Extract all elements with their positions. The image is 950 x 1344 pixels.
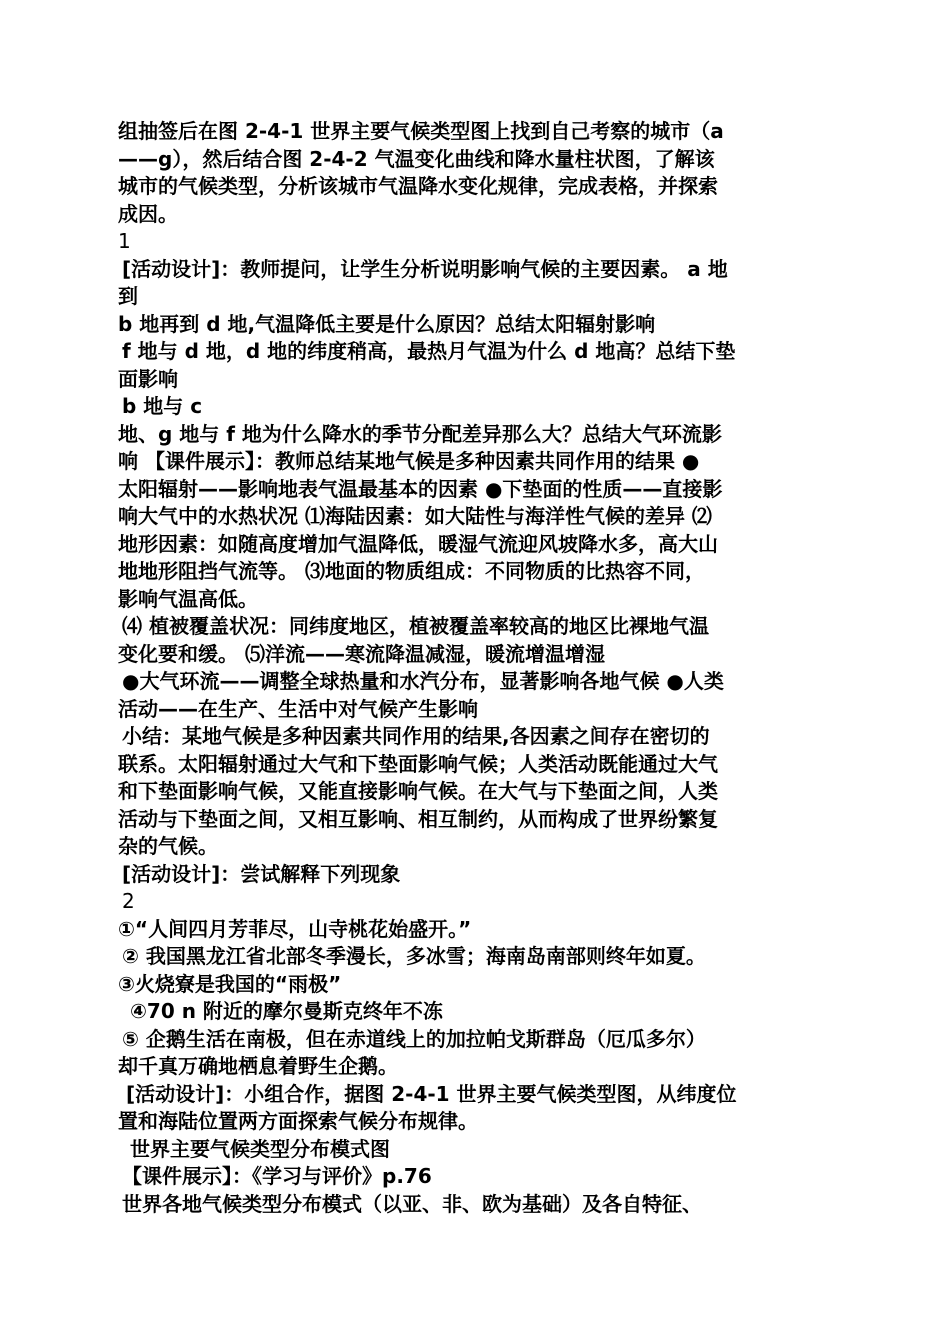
text-line: 地、g 地与 f 地为什么降水的季节分配差异那么大？总结大气环流影 — [118, 421, 722, 446]
text-line: 【课件展示】：《学习与评价》p.76 — [122, 1164, 432, 1188]
text-line: 杂的气候。 — [118, 834, 218, 858]
text-line: 响大气中的水热状况 ⑴海陆因素：如大陆性与海洋性气候的差异 ⑵ — [118, 504, 712, 528]
text-line: 联系。太阳辐射通过大气和下垫面影响气候；人类活动既能通过大气 — [118, 751, 718, 776]
text-line: 世界各地气候类型分布模式（以亚、非、欧为基础）及各自特征、 — [122, 1191, 702, 1216]
text-line: ——g），然后结合图 2-4-2 气温变化曲线和降水量柱状图，了解该 — [118, 146, 715, 171]
document-page — [118, 118, 834, 1218]
text-line: 响 【课件展示】：教师总结某地气候是多种因素共同作用的结果 ● — [118, 449, 700, 473]
text-line: ●大气环流——调整全球热量和水汽分布，显著影响各地气候 ●人类 — [122, 669, 724, 693]
text-line: 活动——在生产、生活中对气候产生影响 — [118, 696, 478, 721]
text-line: f 地与 d 地，d 地的纬度稍高，最热月气温为什么 d 地高？总结下垫 — [122, 339, 736, 363]
text-line: [活动设计]：小组合作，据图 2-4-1 世界主要气候类型图，从纬度位 — [126, 1081, 737, 1106]
text-line: 太阳辐射——影响地表气温最基本的因素 ●下垫面的性质——直接影 — [118, 476, 723, 501]
page-number-2: 2 — [122, 889, 135, 913]
text-line: 影响气温高低。 — [118, 586, 258, 611]
text-line: [活动设计]：尝试解释下列现象 — [122, 861, 401, 886]
text-line: 组抽签后在图 2-4-1 世界主要气候类型图上找到自己考察的城市（a — [118, 119, 724, 143]
text-line: 置和海陆位置两方面探索气候分布规律。 — [118, 1109, 478, 1133]
text-line: ①“人间四月芳菲尽，山寺桃花始盛开。” — [118, 916, 472, 941]
text-line: b 地与 c — [122, 394, 203, 418]
text-line: 地地形阻挡气流等。 ⑶地面的物质组成：不同物质的比热容不同， — [118, 559, 705, 583]
text-line: 小结：某地气候是多种因素共同作用的结果,各因素之间存在密切的 — [122, 724, 710, 748]
text-line: ③火烧寮是我国的“雨极” — [118, 971, 342, 996]
text-line: 面影响 — [118, 366, 178, 391]
text-line: 地形因素：如随高度增加气温降低，暖湿气流迎风坡降水多，高大山 — [118, 531, 718, 556]
section-heading: 世界主要气候类型分布模式图 — [130, 1136, 390, 1161]
text-line: ⑤ 企鹅生活在南极，但在赤道线上的加拉帕戈斯群岛（厄瓜多尔） — [122, 1026, 706, 1051]
text-line: 却千真万确地栖息着野生企鹅。 — [118, 1054, 398, 1078]
text-line: 城市的气候类型，分析该城市气温降水变化规律，完成表格，并探索 — [118, 174, 718, 198]
text-line: 变化要和缓。 ⑸洋流——寒流降温减湿，暖流增温增湿 — [118, 641, 605, 666]
text-line: 成因。 — [118, 201, 178, 226]
page-number-1: 1 — [118, 229, 131, 253]
text-line: ④70 n 附近的摩尔曼斯克终年不冻 — [130, 999, 443, 1023]
text-line: 活动与下垫面之间，又相互影响、相互制约，从而构成了世界纷繁复 — [118, 806, 718, 831]
text-line: b 地再到 d 地,气温降低主要是什么原因？总结太阳辐射影响 — [118, 311, 656, 336]
text-line: ⑷ 植被覆盖状况：同纬度地区，植被覆盖率较高的地区比裸地气温 — [122, 614, 709, 638]
text-line: ② 我国黑龙江省北部冬季漫长，多冰雪；海南岛南部则终年如夏。 — [122, 944, 706, 968]
text-line: 和下垫面影响气候，又能直接影响气候。在大气与下垫面之间，人类 — [118, 779, 718, 803]
text-line: [活动设计]：教师提问，让学生分析说明影响气候的主要因素。 a 地 — [122, 256, 728, 281]
text-line: 到 — [118, 284, 138, 308]
